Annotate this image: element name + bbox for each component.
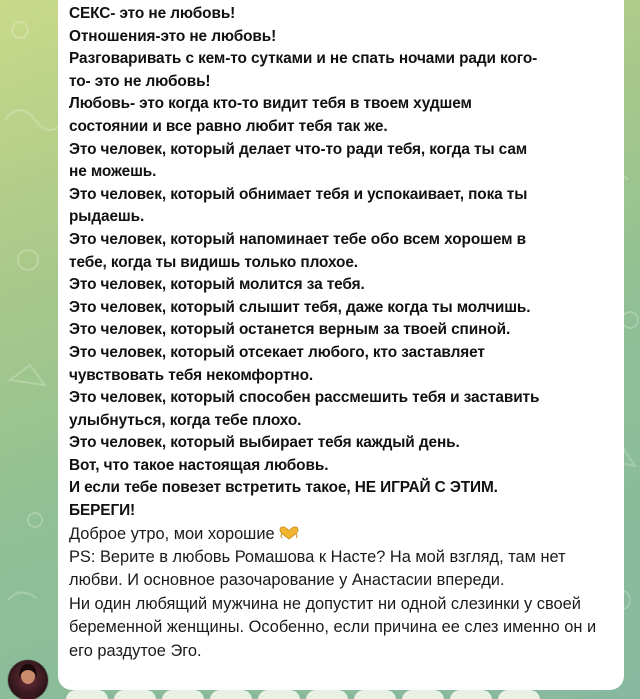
reaction-chip[interactable] — [402, 690, 444, 699]
post-line: Разговаривать с кем-то сутками и не спать ночами ради кого- то- это не любовь! — [69, 50, 538, 90]
post-line: Это человек, который слышит тебя, даже когда ты молчишь. — [69, 298, 531, 316]
post-line: Отношения-это не любовь! — [69, 27, 277, 45]
post-normal-text — [69, 523, 612, 663]
avatar-portrait-icon — [8, 660, 48, 699]
post-line: Это человек, который останется верным за твоей спиной. — [69, 321, 511, 339]
reaction-chip[interactable] — [66, 690, 108, 699]
message-bubble — [58, 0, 624, 690]
channel-avatar[interactable] — [8, 660, 48, 699]
heart-hands-icon — [279, 526, 299, 540]
reactions-row — [66, 690, 540, 699]
post-line: Это человек, который способен рассмешить тебя и заставить улыбнуться, когда тебе плохо. — [69, 389, 540, 429]
reaction-chip[interactable] — [162, 690, 204, 699]
post-line: Это человек, который делает что-то ради тебя, когда ты сам не можешь. — [69, 140, 528, 181]
post-line: Это человек, который выбирает тебя каждый день. — [69, 434, 460, 452]
post-line: Это человек, который напоминает тебе обо всем хорошем в тебе, когда ты видишь только плохое. — [69, 230, 526, 271]
post-line: Любовь- это когда кто-то видит тебя в твоем худшем состоянии и все равно любит тебя так же. — [69, 95, 472, 135]
greeting-line — [69, 523, 612, 546]
ps-paragraph: PS: Верите в любовь Ромашова к Насте? На мой взгляд, там нет любви. И основное разочарование у Анастасии впереди. — [69, 548, 566, 590]
post-line: СЕКС- это не любовь! — [69, 5, 236, 22]
reaction-chip[interactable] — [498, 690, 540, 699]
post-bold-text — [69, 3, 612, 523]
post-line: Это человек, который отсекает любого, кто заставляет чувствовать тебя некомфортно. — [69, 343, 485, 384]
post-line: Это человек, который молится за тебя. — [69, 276, 365, 294]
post-line: Вот, что такое настоящая любовь. — [69, 456, 329, 474]
reaction-chip[interactable] — [306, 690, 348, 699]
greeting-text: Доброе утро, мои хорошие — [69, 524, 275, 543]
reaction-chip[interactable] — [354, 690, 396, 699]
reaction-chip[interactable] — [210, 690, 252, 699]
reaction-chip[interactable] — [258, 690, 300, 699]
ps-paragraph: Ни один любящий мужчина не допустит ни одной слезинки у своей беременной женщины. Особенно, если причина ее слез именно он и его раздутое Эго. — [69, 594, 597, 660]
reaction-chip[interactable] — [450, 690, 492, 699]
reaction-chip[interactable] — [114, 690, 156, 699]
post-line: И если тебе повезет встретить такое, НЕ ИГРАЙ С ЭТИМ. БЕРЕГИ! — [69, 479, 498, 520]
post-line: Это человек, который обнимает тебя и успокаивает, пока ты рыдаешь. — [69, 185, 528, 226]
